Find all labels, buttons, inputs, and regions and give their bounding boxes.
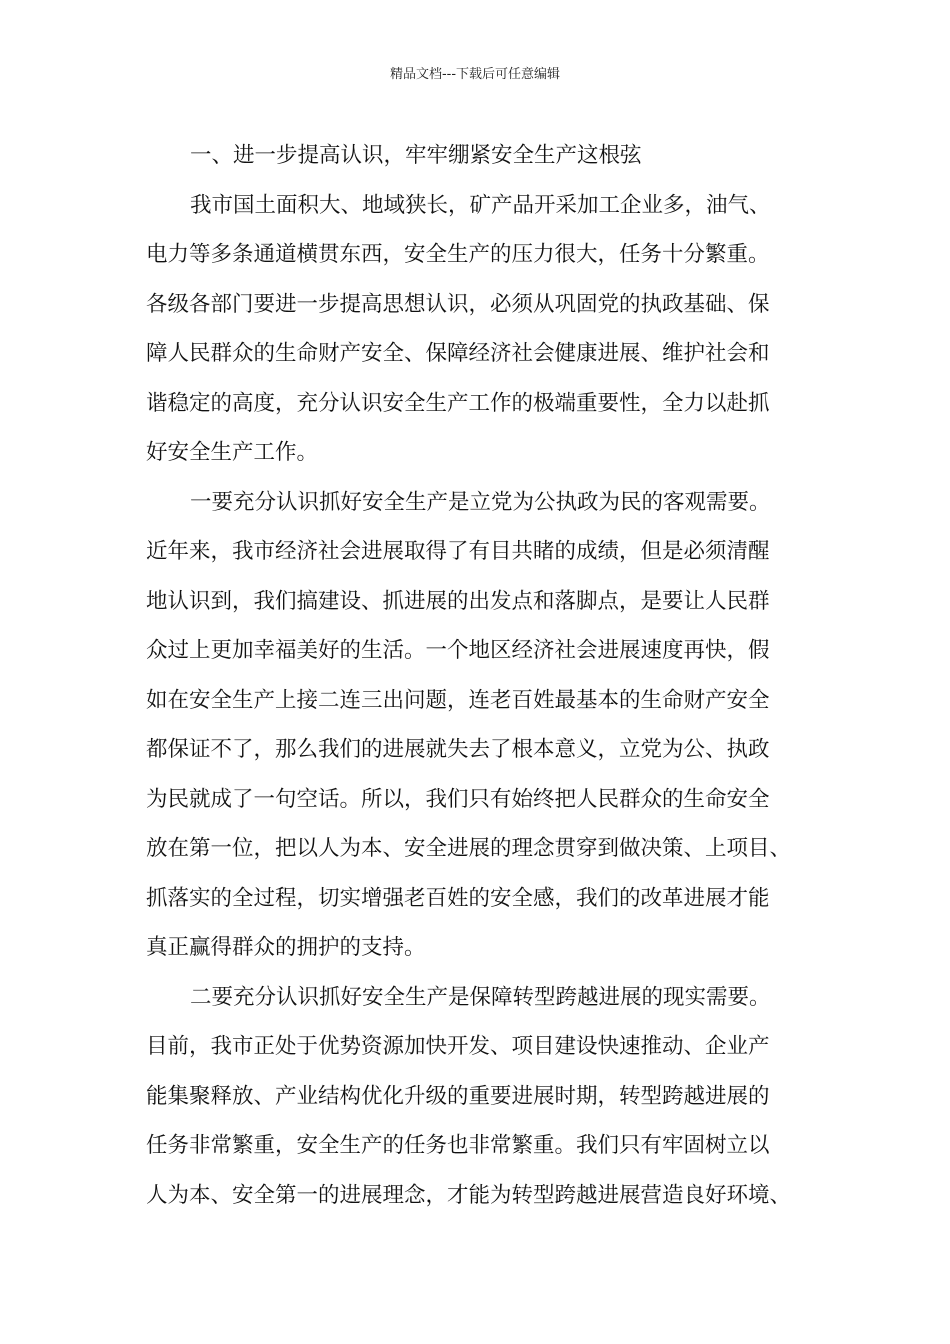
page-header: 精品文档---下载后可任意编辑 — [389, 67, 561, 82]
text-line: 近年来，我市经济社会进展取得了有目共睹的成绩，但是必须清醒 — [146, 539, 770, 564]
text-line: 谐稳定的高度，充分认识安全生产工作的极端重要性，全力以赴抓 — [146, 390, 770, 416]
text-line: 地认识到，我们搞建设、抓进展的出发点和落脚点，是要让人民群 — [146, 588, 770, 614]
text-line: 各级各部门要进一步提高思想认识，必须从巩固党的执政基础、保 — [146, 291, 770, 317]
text-line: 真正赢得群众的拥护的支持。 — [146, 935, 426, 960]
text-line: 众过上更加幸福美好的生活。一个地区经济社会进展速度再快，假 — [146, 638, 770, 663]
text-line: 一要充分认识抓好安全生产是立党为公执政为民的客观需要。 — [190, 489, 771, 515]
text-line: 能集聚释放、产业结构优化升级的重要进展时期，转型跨越进展的 — [146, 1083, 770, 1109]
text-line: 障人民群众的生命财产安全、保障经济社会健康进展、维护社会和 — [146, 341, 770, 366]
section-heading: 一、进一步提高认识，牢牢绷紧安全生产这根弦 — [190, 143, 642, 168]
text-line: 人为本、安全第一的进展理念，才能为转型跨越进展营造良好环境、 — [146, 1182, 792, 1208]
text-line: 电力等多条通道横贯东西，安全生产的压力很大，任务十分繁重。 — [146, 242, 770, 267]
text-line: 如在安全生产上接二连三出问题，连老百姓最基本的生命财产安全 — [146, 687, 770, 713]
text-line: 我市国土面积大、地域狭长，矿产品开采加工企业多，油气、 — [190, 192, 771, 218]
text-line: 好安全生产工作。 — [146, 440, 319, 465]
text-line: 放在第一位，把以人为本、安全进展的理念贯穿到做决策、上项目、 — [146, 836, 792, 861]
text-line: 抓落实的全过程，切实增强老百姓的安全感，我们的改革进展才能 — [146, 885, 770, 911]
document-body — [146, 131, 812, 1220]
text-line: 都保证不了，那么我们的进展就失去了根本意义，立党为公、执政 — [146, 737, 770, 762]
text-line: 目前，我市正处于优势资源加快开发、项目建设快速推动、企业产 — [146, 1034, 770, 1059]
text-line: 为民就成了一句空话。所以，我们只有始终把人民群众的生命安全 — [146, 786, 770, 812]
text-line: 任务非常繁重，安全生产的任务也非常繁重。我们只有牢固树立以 — [146, 1133, 770, 1158]
text-line: 二要充分认识抓好安全生产是保障转型跨越进展的现实需要。 — [190, 984, 771, 1010]
